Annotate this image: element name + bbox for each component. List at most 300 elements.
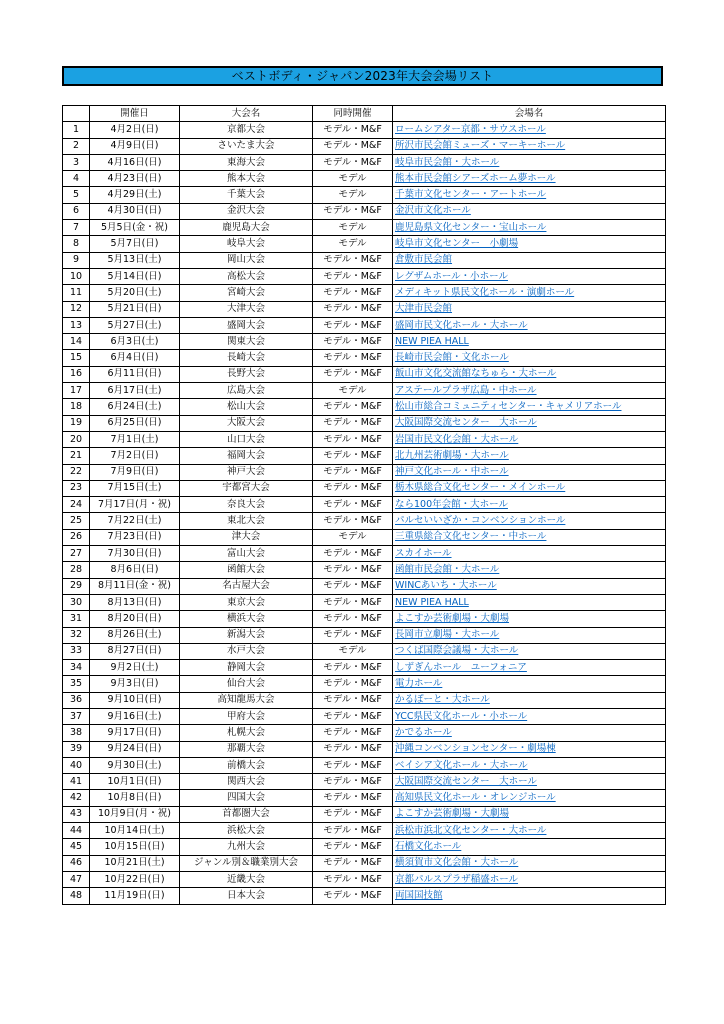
- row-venue-cell: [393, 627, 666, 643]
- row-number: 20: [63, 431, 90, 447]
- row-date: 8月26日(土): [90, 627, 180, 643]
- row-date: 7月9日(日): [90, 464, 180, 480]
- row-number: 35: [63, 676, 90, 692]
- row-concurrent: モデル・M&F: [313, 497, 393, 513]
- row-event-name: 仙台大会: [180, 676, 313, 692]
- venue-link[interactable]: 横須賀市文化会館・大ホール: [395, 857, 519, 869]
- row-venue-cell: [393, 236, 666, 252]
- row-number: 27: [63, 546, 90, 562]
- row-concurrent: モデル・M&F: [313, 806, 393, 822]
- row-concurrent: モデル・M&F: [313, 660, 393, 676]
- row-event-name: 長野大会: [180, 366, 313, 382]
- row-venue-cell: [393, 187, 666, 203]
- header-concurrent: 同時開催: [313, 106, 393, 122]
- row-number: 10: [63, 268, 90, 284]
- venue-link[interactable]: 長崎市民会館・文化ホール: [395, 352, 509, 364]
- table-row: [63, 301, 666, 317]
- table-row: [63, 285, 666, 301]
- row-date: 9月17日(日): [90, 725, 180, 741]
- row-date: 7月23日(日): [90, 529, 180, 545]
- venue-link[interactable]: 盛岡市民文化ホール・大ホール: [395, 319, 528, 331]
- row-concurrent: モデル・M&F: [313, 611, 393, 627]
- row-number: 48: [63, 888, 90, 904]
- row-event-name: 盛岡大会: [180, 317, 313, 333]
- row-event-name: 函館大会: [180, 562, 313, 578]
- row-concurrent: モデル・M&F: [313, 431, 393, 447]
- row-number: 44: [63, 823, 90, 839]
- table-row: [63, 578, 666, 594]
- table-row: [63, 741, 666, 757]
- table-row: [63, 334, 666, 350]
- row-event-name: 四国大会: [180, 790, 313, 806]
- header-event-name: 大会名: [180, 106, 313, 122]
- venue-link[interactable]: 電力ホール: [395, 678, 443, 690]
- row-event-name: 広島大会: [180, 383, 313, 399]
- row-date: 4月9日(日): [90, 138, 180, 154]
- table-row: [63, 252, 666, 268]
- row-concurrent: モデル: [313, 171, 393, 187]
- venue-link[interactable]: NEW PIEA HALL: [395, 335, 469, 347]
- row-venue-cell: [393, 399, 666, 415]
- header-venue: 会場名: [393, 106, 666, 122]
- venue-link[interactable]: 高知県民文化ホール・オレンジホール: [395, 792, 556, 804]
- row-date: 6月4日(日): [90, 350, 180, 366]
- row-venue-cell: [393, 334, 666, 350]
- venue-link[interactable]: 大阪国際交流センター 大ホール: [395, 775, 537, 787]
- row-concurrent: モデル・M&F: [313, 562, 393, 578]
- row-date: 9月3日(日): [90, 676, 180, 692]
- row-concurrent: モデル・M&F: [313, 415, 393, 431]
- table-row: [63, 692, 666, 708]
- row-venue-cell: [393, 676, 666, 692]
- venue-link[interactable]: かでるホール: [395, 726, 452, 738]
- row-venue-cell: [393, 643, 666, 659]
- row-concurrent: モデル・M&F: [313, 594, 393, 610]
- row-venue-cell: [393, 757, 666, 773]
- row-event-name: 近畿大会: [180, 871, 313, 887]
- row-venue-cell: [393, 220, 666, 236]
- row-venue-cell: [393, 317, 666, 333]
- row-number: 45: [63, 839, 90, 855]
- table-row: [63, 660, 666, 676]
- row-number: 23: [63, 480, 90, 496]
- row-date: 5月14日(日): [90, 268, 180, 284]
- row-date: 10月22日(日): [90, 871, 180, 887]
- row-event-name: 浜松大会: [180, 823, 313, 839]
- row-concurrent: モデル・M&F: [313, 790, 393, 806]
- row-event-name: 奈良大会: [180, 497, 313, 513]
- venue-link[interactable]: 浜松市浜北文化センター・大ホール: [395, 824, 547, 836]
- venue-link[interactable]: 松山市総合コミュニティセンター・キャメリアホール: [395, 400, 622, 412]
- table-row: [63, 757, 666, 773]
- venue-link[interactable]: 沖縄コンベンションセンター・劇場棟: [395, 743, 556, 755]
- row-number: 7: [63, 220, 90, 236]
- row-venue-cell: [393, 855, 666, 871]
- row-concurrent: モデル・M&F: [313, 252, 393, 268]
- venue-link[interactable]: 函館市民会館・大ホール: [395, 563, 500, 575]
- venue-link[interactable]: 栃木県総合文化センター・メインホール: [395, 482, 566, 494]
- row-date: 4月23日(日): [90, 171, 180, 187]
- row-event-name: 関東大会: [180, 334, 313, 350]
- row-venue-cell: [393, 464, 666, 480]
- row-venue-cell: [393, 741, 666, 757]
- row-date: 10月21日(土): [90, 855, 180, 871]
- row-date: 8月11日(金・祝): [90, 578, 180, 594]
- venue-link[interactable]: 熊本市民会館シアーズホーム夢ホール: [395, 172, 556, 184]
- row-date: 8月6日(日): [90, 562, 180, 578]
- row-date: 10月9日(月・祝): [90, 806, 180, 822]
- row-concurrent: モデル・M&F: [313, 366, 393, 382]
- row-concurrent: モデル・M&F: [313, 268, 393, 284]
- row-event-name: 岐阜大会: [180, 236, 313, 252]
- table-row: [63, 350, 666, 366]
- row-concurrent: モデル・M&F: [313, 154, 393, 170]
- row-concurrent: モデル・M&F: [313, 676, 393, 692]
- row-number: 24: [63, 497, 90, 513]
- row-number: 25: [63, 513, 90, 529]
- table-row: [63, 676, 666, 692]
- table-row: [63, 562, 666, 578]
- header-no: [63, 106, 90, 122]
- row-concurrent: モデル・M&F: [313, 839, 393, 855]
- row-number: 39: [63, 741, 90, 757]
- row-concurrent: モデル・M&F: [313, 513, 393, 529]
- row-event-name: 高知龍馬大会: [180, 692, 313, 708]
- row-concurrent: モデル・M&F: [313, 448, 393, 464]
- row-concurrent: モデル・M&F: [313, 350, 393, 366]
- row-number: 41: [63, 774, 90, 790]
- row-date: 10月14日(土): [90, 823, 180, 839]
- row-concurrent: モデル: [313, 220, 393, 236]
- row-venue-cell: [393, 529, 666, 545]
- venue-link[interactable]: メディキット県民文化ホール・演劇ホール: [395, 286, 575, 298]
- row-event-name: 横浜大会: [180, 611, 313, 627]
- row-event-name: 福岡大会: [180, 448, 313, 464]
- row-venue-cell: [393, 823, 666, 839]
- table-row: [63, 839, 666, 855]
- row-date: 8月13日(日): [90, 594, 180, 610]
- row-event-name: 富山大会: [180, 546, 313, 562]
- table-row: [63, 187, 666, 203]
- venue-link[interactable]: 大津市民会館: [395, 303, 453, 315]
- row-venue-cell: [393, 448, 666, 464]
- venue-link[interactable]: 所沢市民会館ミューズ・マーキーホール: [395, 140, 566, 152]
- row-number: 17: [63, 383, 90, 399]
- row-venue-cell: [393, 562, 666, 578]
- row-venue-cell: [393, 203, 666, 219]
- row-event-name: 那覇大会: [180, 741, 313, 757]
- row-concurrent: モデル・M&F: [313, 334, 393, 350]
- row-number: 34: [63, 660, 90, 676]
- row-date: 6月25日(日): [90, 415, 180, 431]
- row-event-name: 津大会: [180, 529, 313, 545]
- venue-link[interactable]: ベイシア文化ホール・大ホール: [395, 759, 528, 771]
- row-venue-cell: [393, 415, 666, 431]
- row-concurrent: モデル・M&F: [313, 399, 393, 415]
- row-date: 5月27日(土): [90, 317, 180, 333]
- venue-link[interactable]: レグザムホール・小ホール: [395, 270, 508, 282]
- row-concurrent: モデル・M&F: [313, 480, 393, 496]
- row-date: 10月1日(日): [90, 774, 180, 790]
- row-number: 32: [63, 627, 90, 643]
- row-date: 8月27日(日): [90, 643, 180, 659]
- row-event-name: 日本大会: [180, 888, 313, 904]
- row-event-name: 高松大会: [180, 268, 313, 284]
- row-concurrent: モデル: [313, 643, 393, 659]
- table-row: [63, 171, 666, 187]
- row-date: 5月5日(金・祝): [90, 220, 180, 236]
- venue-link[interactable]: 岩国市民文化会館・大ホール: [395, 433, 519, 445]
- row-number: 19: [63, 415, 90, 431]
- row-concurrent: モデル・M&F: [313, 741, 393, 757]
- venue-link[interactable]: 石橋文化ホール: [395, 841, 462, 852]
- row-number: 31: [63, 611, 90, 627]
- table-row: [63, 823, 666, 839]
- table-row: [63, 725, 666, 741]
- venue-link[interactable]: アステールプラザ広島・中ホール: [395, 384, 537, 396]
- row-number: 33: [63, 643, 90, 659]
- venue-link[interactable]: NEW PIEA HALL: [395, 596, 469, 608]
- row-event-name: 前橋大会: [180, 757, 313, 773]
- row-venue-cell: [393, 660, 666, 676]
- venue-link[interactable]: パルセいいざか・コンベンションホール: [395, 515, 566, 527]
- row-number: 15: [63, 350, 90, 366]
- row-date: 10月8日(日): [90, 790, 180, 806]
- row-venue-cell: [393, 888, 666, 904]
- row-date: 10月15日(日): [90, 839, 180, 855]
- row-concurrent: モデル・M&F: [313, 692, 393, 708]
- row-event-name: 水戸大会: [180, 643, 313, 659]
- table-row: [63, 448, 666, 464]
- row-date: 5月21日(日): [90, 301, 180, 317]
- venue-table: [62, 105, 666, 905]
- page-title: ベストボディ・ジャパン2023年大会会場リスト: [62, 66, 663, 86]
- venue-link[interactable]: しずぎんホール ユーフォニア: [395, 661, 527, 673]
- table-row: [63, 594, 666, 610]
- row-number: 3: [63, 154, 90, 170]
- row-event-name: 松山大会: [180, 399, 313, 415]
- venue-link[interactable]: 北九州芸術劇場・大ホール: [395, 449, 509, 461]
- venue-link[interactable]: スカイホール: [395, 547, 452, 559]
- table-row: [63, 871, 666, 887]
- row-concurrent: モデル・M&F: [313, 823, 393, 839]
- table-row: [63, 480, 666, 496]
- table-row: [63, 236, 666, 252]
- venue-link[interactable]: 両国国技館: [395, 889, 443, 901]
- table-row: [63, 497, 666, 513]
- row-date: 7月17日(月・祝): [90, 497, 180, 513]
- row-concurrent: モデル・M&F: [313, 301, 393, 317]
- table-row: [63, 154, 666, 170]
- row-date: 4月2日(日): [90, 122, 180, 138]
- row-concurrent: モデル・M&F: [313, 285, 393, 301]
- row-event-name: ジャンル別＆職業別大会: [180, 855, 313, 871]
- row-event-name: 大津大会: [180, 301, 313, 317]
- row-event-name: 静岡大会: [180, 660, 313, 676]
- row-venue-cell: [393, 268, 666, 284]
- row-concurrent: モデル・M&F: [313, 708, 393, 724]
- row-concurrent: モデル・M&F: [313, 725, 393, 741]
- row-concurrent: モデル・M&F: [313, 317, 393, 333]
- row-event-name: 新潟大会: [180, 627, 313, 643]
- table-row: [63, 546, 666, 562]
- venue-link[interactable]: 岐阜市民会館・大ホール: [395, 156, 500, 168]
- row-number: 2: [63, 138, 90, 154]
- row-venue-cell: [393, 513, 666, 529]
- table-row: [63, 431, 666, 447]
- row-event-name: 甲府大会: [180, 708, 313, 724]
- header-date: 開催日: [90, 106, 180, 122]
- row-event-name: 宮崎大会: [180, 285, 313, 301]
- row-concurrent: モデル: [313, 236, 393, 252]
- table-row: [63, 611, 666, 627]
- row-venue-cell: [393, 285, 666, 301]
- row-event-name: 金沢大会: [180, 203, 313, 219]
- venue-link[interactable]: 大阪国際交流センター 大ホール: [395, 417, 537, 429]
- table-row: [63, 317, 666, 333]
- row-event-name: 名古屋大会: [180, 578, 313, 594]
- row-event-name: 長崎大会: [180, 350, 313, 366]
- row-number: 42: [63, 790, 90, 806]
- row-number: 43: [63, 806, 90, 822]
- row-number: 26: [63, 529, 90, 545]
- row-number: 5: [63, 187, 90, 203]
- row-venue-cell: [393, 790, 666, 806]
- row-concurrent: モデル: [313, 187, 393, 203]
- row-number: 29: [63, 578, 90, 594]
- row-number: 47: [63, 871, 90, 887]
- venue-link[interactable]: なら100年会館・大ホール: [395, 498, 508, 510]
- row-number: 22: [63, 464, 90, 480]
- table-header-row: [63, 106, 666, 122]
- row-number: 11: [63, 285, 90, 301]
- row-venue-cell: [393, 578, 666, 594]
- row-date: 7月1日(土): [90, 431, 180, 447]
- row-venue-cell: [393, 611, 666, 627]
- row-number: 4: [63, 171, 90, 187]
- venue-link[interactable]: かるぽーと・大ホール: [395, 694, 490, 706]
- venue-link[interactable]: つくば国際会議場・大ホール: [395, 645, 519, 657]
- row-venue-cell: [393, 708, 666, 724]
- row-number: 13: [63, 317, 90, 333]
- row-date: 4月29日(土): [90, 187, 180, 203]
- row-date: 6月17日(土): [90, 383, 180, 399]
- row-number: 16: [63, 366, 90, 382]
- row-date: 6月24日(土): [90, 399, 180, 415]
- row-venue-cell: [393, 692, 666, 708]
- row-concurrent: モデル: [313, 529, 393, 545]
- row-date: 9月24日(日): [90, 741, 180, 757]
- row-concurrent: モデル・M&F: [313, 888, 393, 904]
- table-row: [63, 529, 666, 545]
- venue-link[interactable]: 千葉市文化センター・アートホール: [395, 189, 547, 201]
- table-row: [63, 220, 666, 236]
- row-concurrent: モデル・M&F: [313, 546, 393, 562]
- row-date: 8月20日(日): [90, 611, 180, 627]
- row-date: 9月2日(土): [90, 660, 180, 676]
- table-row: [63, 138, 666, 154]
- table-row: [63, 774, 666, 790]
- row-venue-cell: [393, 171, 666, 187]
- venue-link[interactable]: 飯山市文化交流館なちゅら・大ホール: [395, 368, 557, 380]
- table-row: [63, 122, 666, 138]
- venue-link[interactable]: YCC県民文化ホール・小ホール: [395, 710, 528, 722]
- table-row: [63, 464, 666, 480]
- row-event-name: 九州大会: [180, 839, 313, 855]
- venue-link[interactable]: 長岡市立劇場・大ホール: [395, 629, 500, 641]
- row-date: 4月30日(日): [90, 203, 180, 219]
- row-event-name: さいたま大会: [180, 138, 313, 154]
- row-venue-cell: [393, 480, 666, 496]
- venue-link[interactable]: 神戸文化ホール・中ホール: [395, 466, 509, 478]
- row-concurrent: モデル・M&F: [313, 871, 393, 887]
- row-number: 6: [63, 203, 90, 219]
- row-number: 46: [63, 855, 90, 871]
- row-event-name: 首都圏大会: [180, 806, 313, 822]
- venue-link[interactable]: 京都パルスプラザ稲盛ホール: [395, 873, 519, 885]
- row-venue-cell: [393, 431, 666, 447]
- row-date: 5月13日(土): [90, 252, 180, 268]
- row-number: 8: [63, 236, 90, 252]
- row-date: 9月30日(土): [90, 757, 180, 773]
- venue-link[interactable]: よこすか芸術劇場・大劇場: [395, 612, 510, 624]
- row-venue-cell: [393, 594, 666, 610]
- row-number: 40: [63, 757, 90, 773]
- row-number: 14: [63, 334, 90, 350]
- venue-link[interactable]: ロームシアター京都・サウスホール: [395, 123, 546, 135]
- table-row: [63, 888, 666, 904]
- venue-link[interactable]: 三重県総合文化センター・中ホール: [395, 531, 547, 543]
- row-number: 37: [63, 708, 90, 724]
- table-row: [63, 268, 666, 284]
- row-number: 18: [63, 399, 90, 415]
- table-row: [63, 627, 666, 643]
- venue-link[interactable]: 岐阜市文化センター 小劇場: [395, 238, 519, 250]
- row-venue-cell: [393, 350, 666, 366]
- row-venue-cell: [393, 839, 666, 855]
- row-concurrent: モデル・M&F: [313, 774, 393, 790]
- row-date: 5月20日(土): [90, 285, 180, 301]
- row-date: 6月3日(土): [90, 334, 180, 350]
- row-number: 28: [63, 562, 90, 578]
- row-venue-cell: [393, 122, 666, 138]
- row-venue-cell: [393, 154, 666, 170]
- venue-link[interactable]: 倉敷市民会館: [395, 254, 453, 266]
- row-event-name: 東北大会: [180, 513, 313, 529]
- table-row: [63, 366, 666, 382]
- table-row: [63, 399, 666, 415]
- venue-link[interactable]: よこすか芸術劇場・大劇場: [395, 808, 510, 820]
- row-date: 4月16日(日): [90, 154, 180, 170]
- venue-link[interactable]: WINCあいち・大ホール: [395, 580, 497, 592]
- row-event-name: 神戸大会: [180, 464, 313, 480]
- table-row: [63, 415, 666, 431]
- venue-link[interactable]: 鹿児島県文化センター・宝山ホール: [395, 221, 547, 233]
- row-venue-cell: [393, 138, 666, 154]
- row-concurrent: モデル・M&F: [313, 757, 393, 773]
- venue-link[interactable]: 金沢市文化ホール: [395, 205, 471, 217]
- table-row: [63, 513, 666, 529]
- row-date: 9月16日(土): [90, 708, 180, 724]
- row-event-name: 京都大会: [180, 122, 313, 138]
- row-venue-cell: [393, 871, 666, 887]
- row-event-name: 岡山大会: [180, 252, 313, 268]
- row-date: 9月10日(日): [90, 692, 180, 708]
- table-row: [63, 708, 666, 724]
- table-row: [63, 790, 666, 806]
- row-concurrent: モデル・M&F: [313, 122, 393, 138]
- row-venue-cell: [393, 497, 666, 513]
